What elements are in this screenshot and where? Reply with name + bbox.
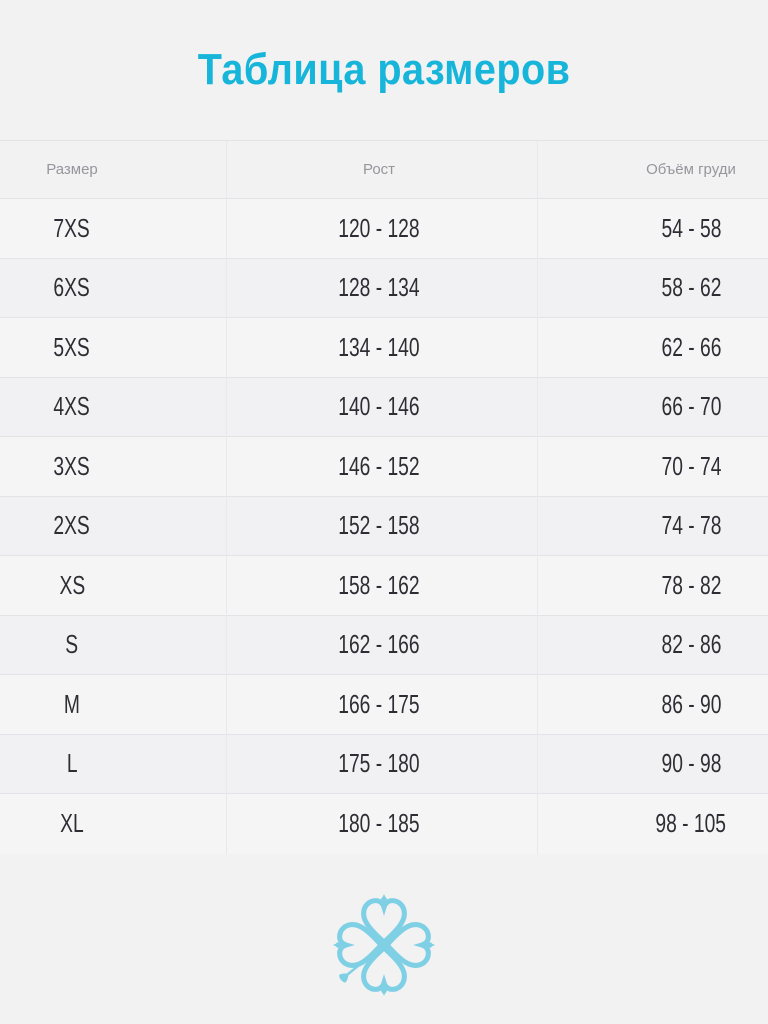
height-value: 180 - 185	[338, 808, 420, 839]
height-value: 152 - 158	[338, 510, 420, 541]
size-value: M	[63, 688, 81, 719]
chest-value: 74 - 78	[661, 510, 721, 541]
height-cell	[144, 748, 614, 779]
size-value: 4XS	[53, 391, 91, 422]
chest-cell	[614, 213, 768, 244]
table-row	[0, 675, 768, 735]
height-value: 120 - 128	[338, 212, 420, 243]
chest-cell	[614, 510, 768, 541]
page-title	[177, 45, 591, 95]
size-value: 6XS	[53, 272, 91, 303]
chest-cell	[614, 748, 768, 779]
size-cell	[0, 213, 144, 244]
chest-value: 54 - 58	[661, 212, 721, 243]
height-value: 146 - 152	[338, 450, 420, 481]
table-row	[0, 318, 768, 378]
height-cell	[144, 213, 614, 244]
header-size: Размер	[46, 161, 98, 178]
chest-value: 78 - 82	[661, 569, 721, 600]
chest-cell	[614, 808, 768, 839]
size-cell	[0, 748, 144, 779]
height-cell	[144, 510, 614, 541]
size-cell	[0, 808, 144, 839]
column-divider-1	[226, 141, 227, 854]
table-header-row	[0, 141, 768, 199]
height-value: 175 - 180	[338, 748, 420, 779]
table-body	[0, 199, 768, 854]
table-row	[0, 199, 768, 259]
title-block	[0, 0, 768, 140]
chest-value: 70 - 74	[661, 450, 721, 481]
logo-wrap	[0, 894, 768, 996]
size-value: S	[65, 629, 79, 660]
height-value: 134 - 140	[338, 331, 420, 362]
size-value: 5XS	[53, 331, 91, 362]
chest-value: 86 - 90	[661, 688, 721, 719]
chest-cell	[614, 391, 768, 422]
chest-cell	[614, 689, 768, 720]
height-cell	[144, 391, 614, 422]
chest-value: 98 - 105	[655, 808, 727, 839]
table-row	[0, 497, 768, 557]
size-cell	[0, 332, 144, 363]
size-table	[0, 140, 768, 854]
table-row	[0, 437, 768, 497]
height-value: 158 - 162	[338, 569, 420, 600]
size-value: L	[66, 748, 78, 779]
chest-cell	[614, 629, 768, 660]
chest-value: 62 - 66	[661, 331, 721, 362]
header-chest: Объём груди	[646, 161, 736, 178]
size-value: 3XS	[53, 450, 91, 481]
height-cell	[144, 332, 614, 363]
size-cell	[0, 689, 144, 720]
size-cell	[0, 510, 144, 541]
table-row	[0, 794, 768, 854]
chest-cell	[614, 570, 768, 601]
size-value: XL	[60, 808, 84, 839]
height-cell	[144, 689, 614, 720]
table-row	[0, 735, 768, 795]
height-cell	[144, 272, 614, 303]
clover-of-hearts-logo-icon	[333, 894, 435, 996]
chest-cell	[614, 272, 768, 303]
height-value: 140 - 146	[338, 391, 420, 422]
size-cell	[0, 629, 144, 660]
height-cell	[144, 570, 614, 601]
chest-cell	[614, 332, 768, 363]
chest-cell	[614, 451, 768, 482]
size-value: 2XS	[53, 510, 91, 541]
chest-value: 58 - 62	[661, 272, 721, 303]
height-cell	[144, 629, 614, 660]
chest-value: 66 - 70	[661, 391, 721, 422]
table-row	[0, 378, 768, 438]
size-cell	[0, 272, 144, 303]
table-row	[0, 616, 768, 676]
table-row	[0, 556, 768, 616]
height-value: 166 - 175	[338, 688, 420, 719]
size-value: 7XS	[53, 212, 91, 243]
table-row	[0, 259, 768, 319]
header-height: Рост	[362, 161, 396, 178]
height-value: 162 - 166	[338, 629, 420, 660]
height-cell	[144, 808, 614, 839]
column-divider-2	[537, 141, 538, 854]
chest-value: 82 - 86	[661, 629, 721, 660]
chest-value: 90 - 98	[661, 748, 721, 779]
height-value: 128 - 134	[338, 272, 420, 303]
size-value: XS	[59, 569, 85, 600]
size-cell	[0, 570, 144, 601]
size-cell	[0, 391, 144, 422]
height-cell	[144, 451, 614, 482]
size-cell	[0, 451, 144, 482]
page-title-text: Таблица размеров	[197, 45, 571, 94]
